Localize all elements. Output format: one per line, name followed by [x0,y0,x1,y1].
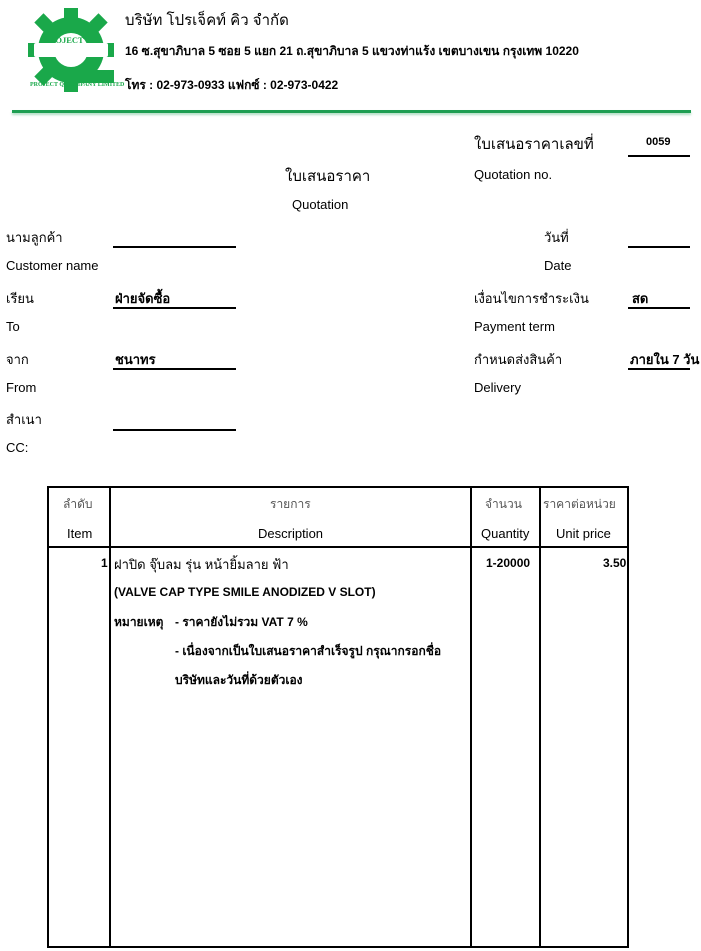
field-label-th: กำหนดส่งสินค้า [474,352,563,367]
field-label-th: จาก [6,352,29,367]
field-label-en: Date [544,258,572,273]
field-underline [628,246,690,248]
field-value[interactable]: ชนาทร [115,352,156,367]
document-title-th: ใบเสนอราคา [285,168,371,185]
field-label-en: Customer name [6,258,99,273]
field-label-th: เรียน [6,291,34,306]
header-unit-price-en: Unit price [556,526,611,541]
field-label-th: นามลูกค้า [6,230,63,245]
quotation-no-underline [628,155,690,157]
field-label-th: วันที่ [544,230,569,245]
logo-text: PROJECT [44,35,84,45]
field-label-en: CC: [6,440,29,455]
company-contact: โทร : 02-973-0933 แฟกซ์ : 02-973-0422 [125,78,339,92]
row-description: ฝาปิด จุ๊บลม รุ่น หน้ายิ้มลาย ฟ้า [114,557,289,572]
company-name: บริษัท โปรเจ็คท์ คิว จำกัด [125,12,289,29]
field-value[interactable]: ภายใน 7 วัน [630,352,700,367]
header-quantity-th: จำนวน [485,497,522,511]
field-label-en: From [6,380,37,395]
field-label-en: To [6,319,20,334]
row-quantity: 1-20000 [486,556,531,570]
field-label-th: เงื่อนไขการชำระเงิน [474,291,589,306]
column-divider [539,486,541,948]
field-value[interactable]: ฝ่ายจัดซื้อ [115,291,171,306]
field-underline [113,246,236,248]
quotation-no-label-en: Quotation no. [474,167,553,182]
header-description-th: รายการ [270,497,311,511]
field-underline [113,368,236,370]
field-label-en: Delivery [474,380,521,395]
header-quantity-en: Quantity [481,526,530,541]
company-address: 16 ซ.สุขาภิบาล 5 ซอย 5 แยก 21 ถ.สุขาภิบาล 5 แขวงท่าแร้ง เขตบางเขน กรุงเทพ 10220 [125,44,579,58]
logo-caption: PROJECT Q COMPANY LIMITED [30,82,125,88]
remark-line: บริษัทและวันที่ด้วยตัวเอง [175,673,303,687]
header-item-th: ลำดับ [63,497,93,511]
gear-q-logo-icon [28,8,114,92]
document-title-en: Quotation [292,197,349,212]
row-item-number: 1 [101,556,108,570]
header-divider [47,546,629,548]
remark-line: - เนื่องจากเป็นใบเสนอราคาสำเร็จรูป กรุณากรอกชื่อ [175,644,442,658]
header-item-en: Item [67,526,93,541]
field-underline [113,429,236,431]
remarks-label: หมายเหตุ [114,615,164,629]
remark-line: - ราคายังไม่รวม VAT 7 % [175,615,308,629]
header-description-en: Description [258,526,324,541]
field-underline [113,307,236,309]
column-divider [470,486,472,948]
column-divider [109,486,111,948]
field-label-th: สำเนา [6,412,42,427]
field-label-en: Payment term [474,319,555,334]
row-unit-price: 3.50 [603,556,627,570]
field-value[interactable]: สด [632,291,649,306]
row-description-en: (VALVE CAP TYPE SMILE ANODIZED V SLOT) [114,585,376,599]
quotation-no-label-th: ใบเสนอราคาเลขที่ [474,136,594,153]
header-divider [12,110,691,113]
quotation-no-value: 0059 [646,136,671,148]
field-underline [628,368,690,370]
field-underline [628,307,690,309]
header-unit-price-th: ราคาต่อหน่วย [543,497,616,511]
